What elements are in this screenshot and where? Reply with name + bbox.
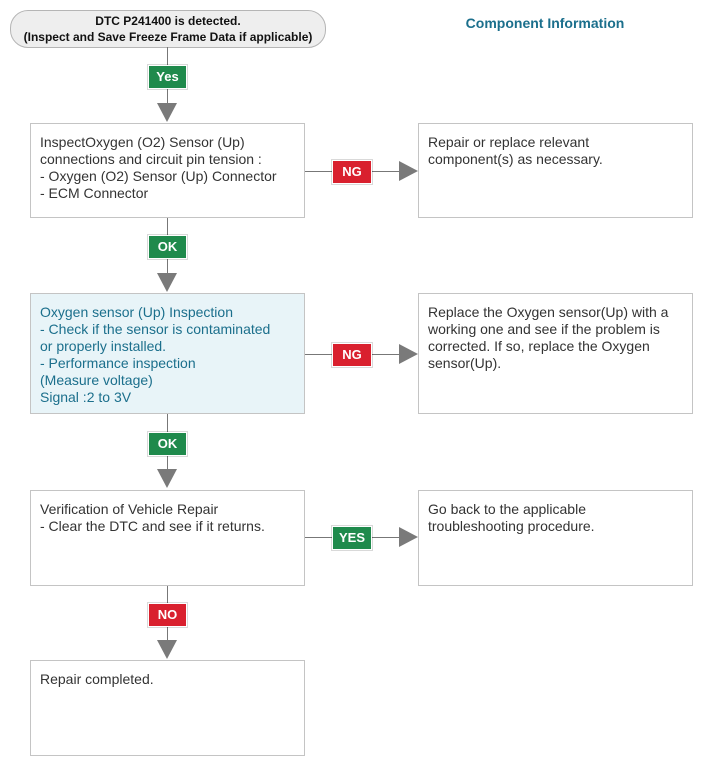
ng-badge: NG <box>332 343 372 367</box>
yes-badge: YES <box>332 526 372 550</box>
start-line-1: DTC P241400 is detected. <box>95 14 241 28</box>
step-line: Verification of Vehicle Repair <box>40 501 219 517</box>
arrow-right-icon <box>399 161 418 181</box>
action-line: sensor(Up). <box>428 355 502 371</box>
step-line: (Measure voltage) <box>40 372 153 388</box>
step-line: or properly installed. <box>40 338 167 354</box>
step-oxygen-sensor-inspection <box>30 293 305 414</box>
step-line: - ECM Connector <box>40 185 149 201</box>
step-line: - Oxygen (O2) Sensor (Up) Connector <box>40 168 277 184</box>
arrow-down-icon <box>157 273 177 292</box>
action-repair-replace <box>418 123 693 218</box>
arrow-down-icon <box>157 469 177 488</box>
action-line: working one and see if the problem is <box>428 321 660 337</box>
step-repair-completed <box>30 660 305 756</box>
ng-badge: NG <box>332 160 372 184</box>
step-inspect-connections <box>30 123 305 218</box>
arrow-right-icon <box>399 527 418 547</box>
step-verification-of-vehicle-repair <box>30 490 305 586</box>
ok-badge: OK <box>148 432 187 456</box>
action-line: corrected. If so, replace the Oxygen <box>428 338 650 354</box>
start-line-2: (Inspect and Save Freeze Frame Data if applicable) <box>23 30 313 44</box>
action-go-back <box>418 490 693 586</box>
step-line: Oxygen sensor (Up) Inspection <box>40 304 233 320</box>
action-line: Replace the Oxygen sensor(Up) with a <box>428 304 669 320</box>
action-line: Repair or replace relevant <box>428 134 590 150</box>
arrow-down-icon <box>157 103 177 122</box>
ok-badge: OK <box>148 235 187 259</box>
step-line: connections and circuit pin tension : <box>40 151 262 167</box>
arrow-right-icon <box>399 344 418 364</box>
step-line: - Check if the sensor is contaminated <box>40 321 271 337</box>
start-terminal <box>10 10 326 48</box>
step-line: InspectOxygen (O2) Sensor (Up) <box>40 134 245 150</box>
step-line: - Performance inspection <box>40 355 196 371</box>
yes-badge: Yes <box>148 65 187 89</box>
step-line: Signal :2 to 3V <box>40 389 132 405</box>
action-line: troubleshooting procedure. <box>428 518 595 534</box>
component-information-heading: Component Information <box>465 15 625 31</box>
arrow-down-icon <box>157 640 177 659</box>
action-line: component(s) as necessary. <box>428 151 603 167</box>
step-line: Repair completed. <box>40 671 154 687</box>
action-replace-oxygen-sensor <box>418 293 693 414</box>
action-line: Go back to the applicable <box>428 501 586 517</box>
no-badge: NO <box>148 603 187 627</box>
step-line: - Clear the DTC and see if it returns. <box>40 518 265 534</box>
